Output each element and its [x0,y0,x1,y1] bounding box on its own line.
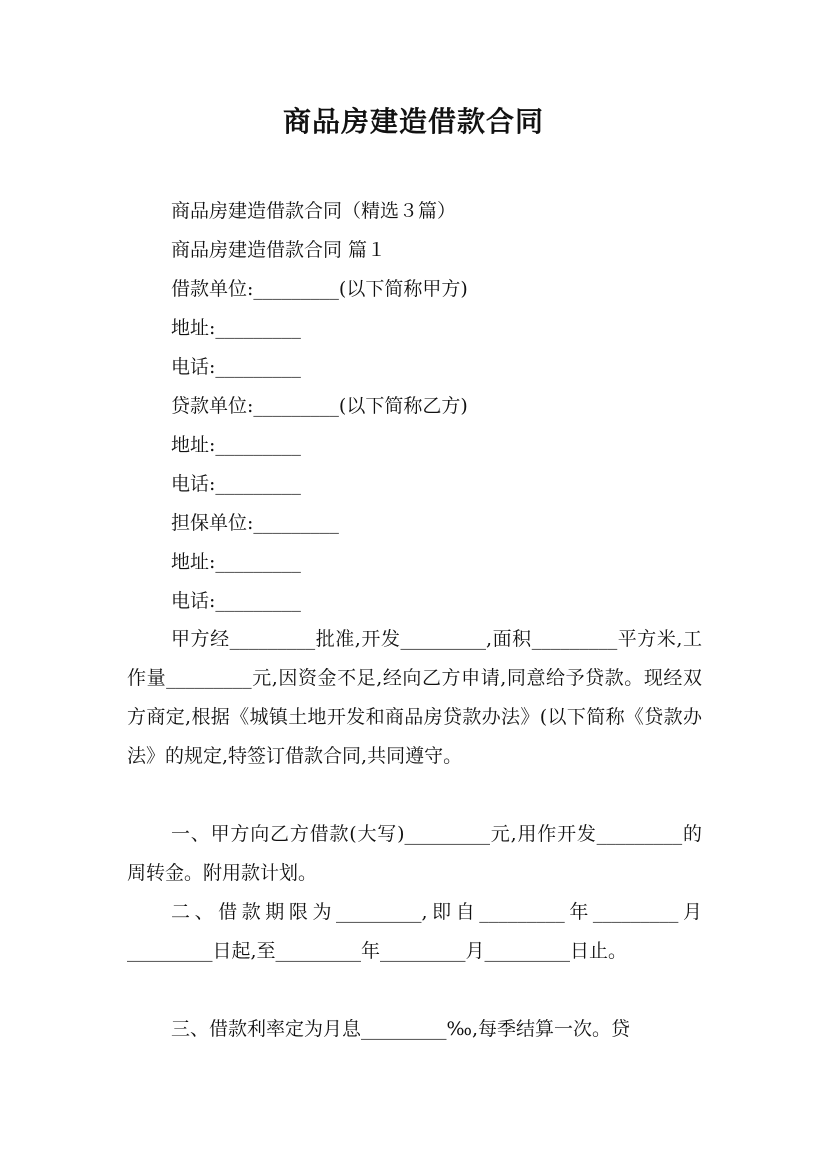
borrower-phone-line: 电话:_________ [171,356,301,378]
borrower-line: 借款单位:_________(以下简称甲方) [171,278,468,300]
intro-paragraph: 甲方经_________批准,开发_________,面积_________平方米,工作量_________元,因资金不足,经向乙方申请,同意给予贷款。现经双方商定,根据《城镇土地开发和商品房贷款办法》(以下简称《贷款办法》的规定,特签订借款合同,共同遵守。 [127,628,702,767]
lender-address-line: 地址:_________ [171,434,301,456]
lender-phone-line: 电话:_________ [171,473,301,495]
guarantor-phone-line: 电话:_________ [171,590,301,612]
guarantor-line: 担保单位:_________ [171,512,339,534]
contract-subtitle: 商品房建造借款合同（精选３篇） [171,200,457,222]
document-title: 商品房建造借款合同 [282,105,544,138]
lender-line: 贷款单位:_________(以下简称乙方) [171,395,468,417]
clause-3-paragraph: 三、借款利率定为月息_________‰,每季结算一次。贷 [171,1018,631,1040]
clause-1-paragraph: 一、甲方向乙方借款(大写)_________元,用作开发_________的周转金。附用款计划。 [127,823,702,884]
borrower-address-line: 地址:_________ [171,317,301,339]
contract-section-heading: 商品房建造借款合同 篇１ [171,239,387,261]
clause-2-paragraph: 二、借款期限为_________,即自_________年_________月_________日起,至_________年_________月_________日止。 [127,901,702,962]
guarantor-address-line: 地址:_________ [171,551,301,573]
